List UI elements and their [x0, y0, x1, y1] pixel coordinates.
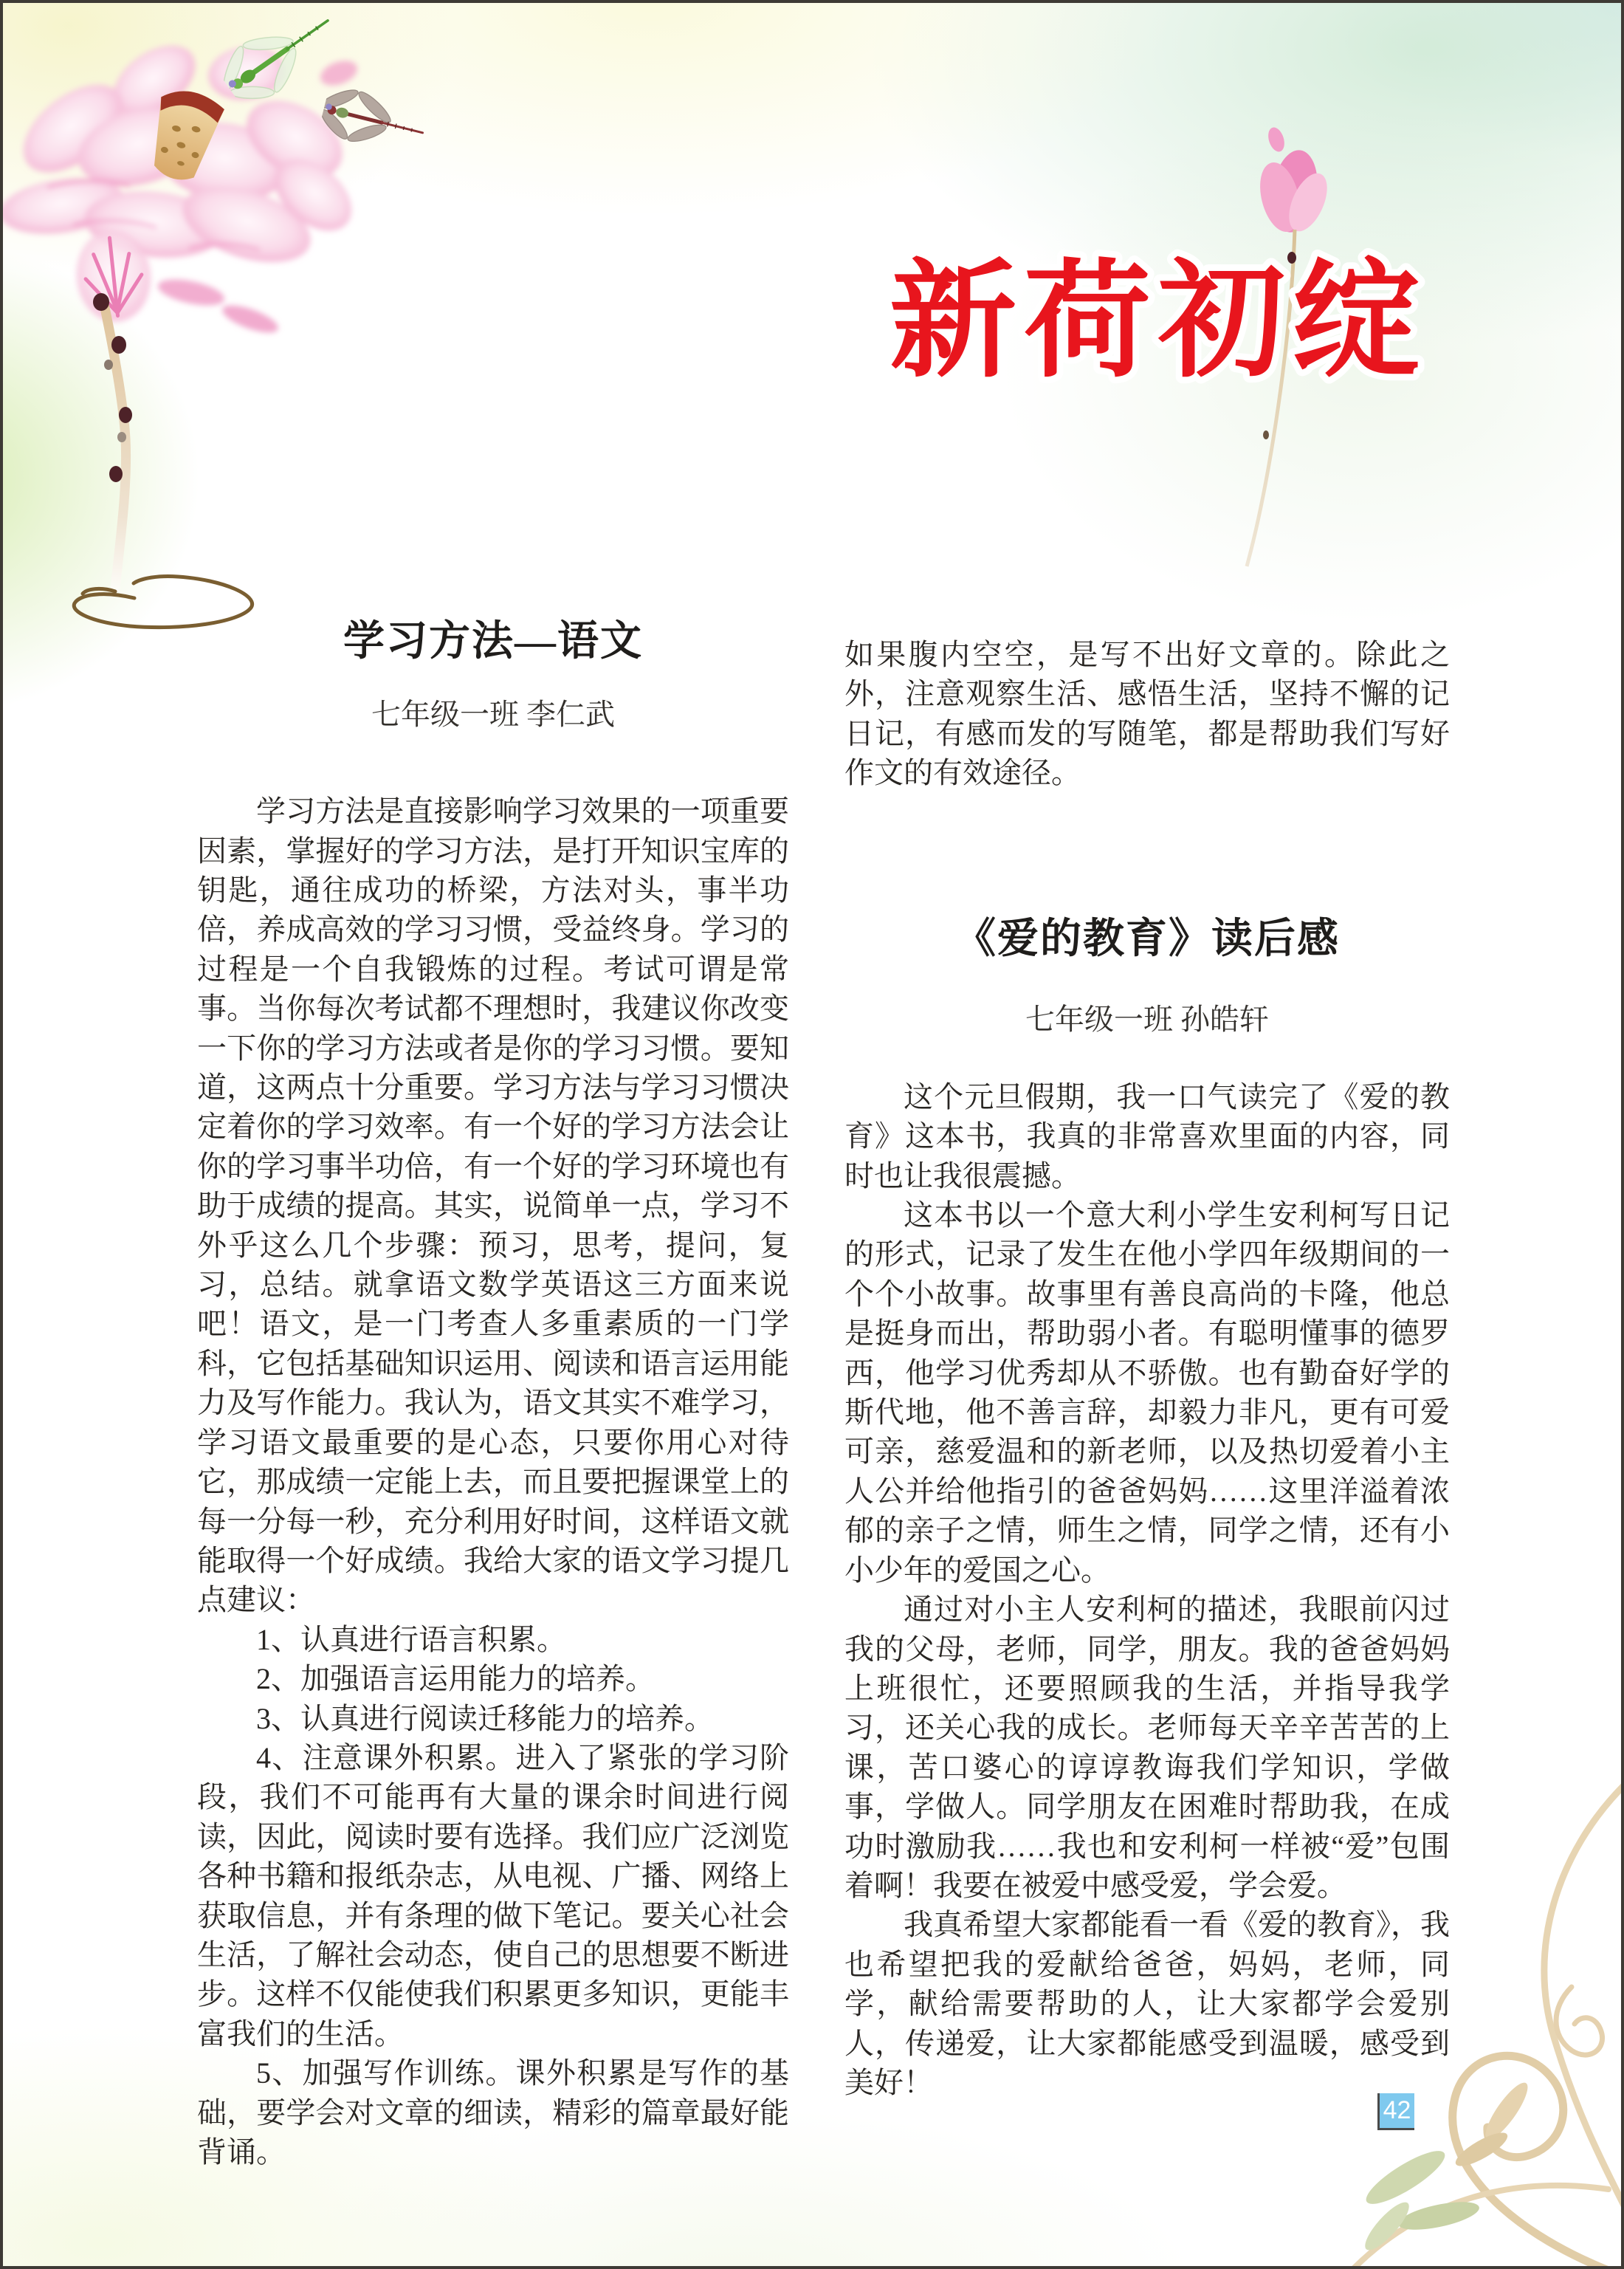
- right-column: [844, 635, 1450, 2102]
- left-column: [197, 617, 789, 2172]
- masthead-title-text: 新荷初绽: [890, 250, 1427, 392]
- article2-author: 七年级一班 孙皓轩: [1025, 1002, 1269, 1036]
- article1-paragraph: 5、加强写作训练。课外积累是写作的基础，要学会对文章的细读，精彩的篇章最好能背诵。: [197, 2056, 789, 2169]
- article2-paragraph: 通过对小主人安利柯的描述，我眼前闪过我的父母，老师，同学，朋友。我的爸爸妈妈上班很忙，还要照顾我的生活，并指导我学习，还关心我的成长。老师每天辛辛苦苦的上课，苦口婆心的谆谆教诲我们学知识，学做事，学做人。同学朋友在困难时帮助我，在成功时激励我……我也和安利柯一样被“爱”包围着啊！我要在被爱中感受爱，学会爱。: [844, 1593, 1450, 1902]
- article1-title: 学习方法—语文: [343, 619, 643, 665]
- article2-paragraph: 这本书以一个意大利小学生安利柯写日记的形式，记录了发生在他小学四年级期间的一个个小故事。故事里有善良高尚的卡隆，他总是挺身而出，帮助弱小者。有聪明懂事的德罗西，他学习优秀却从不骄傲。也有勤奋好学的斯代地，他不善言辞，却毅力非凡，更有可爱可亲，慈爱温和的新老师，以及热切爱着小主人公并给他指引的爸爸妈妈……这里洋溢着浓郁的亲子之情，师生之情，同学之情，还有小小少年的爱国之心。: [844, 1198, 1450, 1587]
- article1-list-item: 3、认真进行阅读迁移能力的培养。: [256, 1701, 714, 1735]
- article1-paragraph: 4、注意课外积累。进入了紧张的学习阶段，我们不可能再有大量的课余时间进行阅读，因此，阅读时要有选择。我们应广泛浏览各种书籍和报纸杂志，从电视、广播、网络上获取信息，并有条理的做下笔记。要关心社会生活，了解社会动态，使自己的思想要不断进步。这样不仅能使我们积累更多知识，更能丰富我们的生活。: [197, 1740, 789, 2050]
- article2-paragraph: 这个元旦假期，我一口气读完了《爱的教育》这本书，我真的非常喜欢里面的内容，同时也让我很震撼。: [844, 1079, 1450, 1192]
- article1-list-item: 2、加强语言运用能力的培养。: [256, 1662, 655, 1696]
- article1-paragraph: 学习方法是直接影响学习效果的一项重要因素，掌握好的学习方法，是打开知识宝库的钥匙，通往成功的桥梁，方法对头，事半功倍，养成高效的学习习惯，受益终身。学习的过程是一个自我锻炼的过程。考试可谓是常事。当你每次考试都不理想时，我建议你改变一下你的学习方法或者是你的学习习惯。要知道，这两点十分重要。学习方法与学习习惯决定着你的学习效率。有一个好的学习方法会让你的学习事半功倍，有一个好的学习环境也有助于成绩的提高。其实，说简单一点，学习不外乎这么几个步骤：预习，思考，提问，复习，总结。就拿语文数学英语这三方面来说吧！语文，是一门考查人多重素质的一门学科，它包括基础知识运用、阅读和语言运用能力及写作能力。我认为，语文其实不难学习，学习语文最重要的是心态，只要你用心对待它，那成绩一定能上去，而且要把握课堂上的每一分每一秒，充分利用好时间，这样语文就能取得一个好成绩。我给大家的语文学习提几点建议：: [197, 794, 789, 1617]
- article1-list-item: 1、认真进行语言积累。: [256, 1622, 566, 1656]
- masthead-title: [850, 248, 1466, 396]
- article1-author: 七年级一班 李仁武: [371, 698, 615, 732]
- article2-title: 《爱的教育》读后感: [954, 916, 1340, 962]
- article2-paragraph: 我真希望大家都能看一看《爱的教育》，我也希望把我的爱献给爸爸，妈妈，老师，同学，献给需要帮助的人，让大家都学会爱别人，传递爱，让大家都能感受到温暖，感受到美好！: [844, 1908, 1450, 2099]
- article1-continuation: 如果腹内空空，是写不出好文章的。除此之外，注意观察生活、感悟生活，坚持不懈的记日记，有感而发的写随笔，都是帮助我们写好作文的有效途径。: [844, 638, 1450, 790]
- page-number-badge: 42: [1377, 2093, 1414, 2130]
